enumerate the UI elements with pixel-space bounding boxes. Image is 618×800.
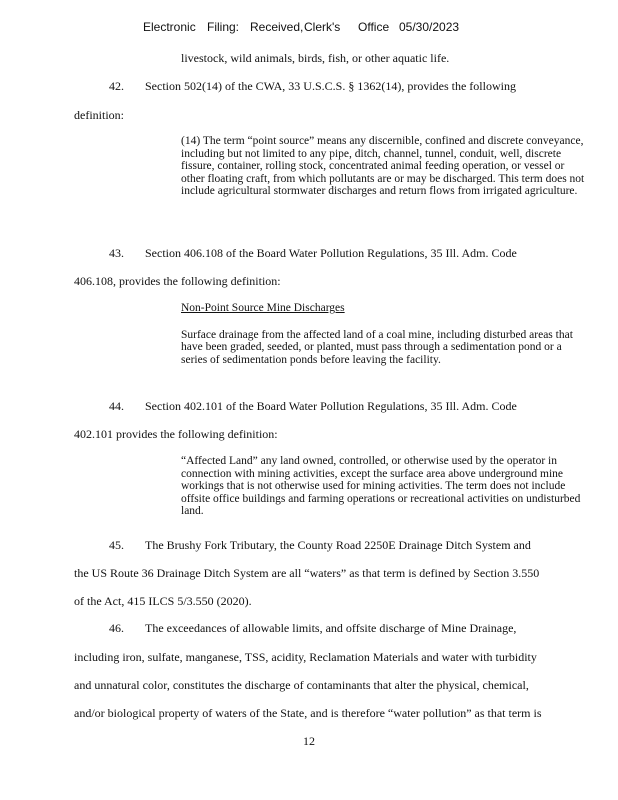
stamp-received: Received, [250, 20, 304, 34]
paragraph-45-line-3: of the Act, 415 ILCS 5/3.550 (2020). [74, 594, 252, 608]
block-quote-affected-land [181, 455, 586, 518]
paragraph-43-line-1: Section 406.108 of the Board Water Pollution Regulations, 35 Ill. Adm. Code [145, 246, 517, 260]
stamp-electronic: Electronic [143, 20, 196, 34]
paragraph-number-45: 45. [109, 538, 124, 552]
paragraph-42-line-1: Section 502(14) of the CWA, 33 U.S.C.S. § 1362(14), provides the following [145, 79, 516, 93]
paragraph-46-line-2: including iron, sulfate, manganese, TSS, acidity, Reclamation Materials and water with turbidity [74, 650, 537, 664]
paragraph-number-44: 44. [109, 399, 124, 413]
paragraph-44-line-1: Section 402.101 of the Board Water Pollution Regulations, 35 Ill. Adm. Code [145, 399, 517, 413]
paragraph-number-46: 46. [109, 621, 124, 635]
paragraph-number-42: 42. [109, 79, 124, 93]
quote-non-point-source-text: Surface drainage from the affected land of a coal mine, including disturbed areas that have been graded, seeded, or planted, must pass through a sedimentation pond or a series of sedimentation ponds before leaving the facility. [181, 328, 573, 366]
page-number: 12 [303, 734, 315, 748]
paragraph-45-line-2: the US Route 36 Drainage Ditch System are all “waters” as that term is defined by Section 3.550 [74, 566, 540, 580]
stamp-clerks: Clerk's [304, 20, 341, 34]
quote-affected-land-text: “Affected Land” any land owned, controlled, or otherwise used by the operator in connection with mining activities, except the surface area above underground mine workings that is not otherwise used for mining activities. The term does not include offsite office buildings and farming operations or recreational activities on undisturbed land. [181, 455, 581, 518]
stamp-office: Office [358, 20, 390, 34]
paragraph-44-line-2: 402.101 provides the following definition: [74, 427, 278, 441]
block-quote-point-source [181, 135, 586, 198]
quote-non-point-source-title: Non-Point Source Mine Discharges [181, 302, 345, 314]
paragraph-43-line-2: 406.108, provides the following definition: [74, 274, 281, 288]
paragraph-42-line-2: definition: [74, 108, 124, 122]
continuation-line: livestock, wild animals, birds, fish, or other aquatic life. [181, 51, 450, 65]
paragraph-46-line-3: and unnatural color, constitutes the discharge of contaminants that alter the physical, chemical, [74, 678, 529, 692]
stamp-filing: Filing: [207, 20, 240, 34]
block-quote-non-point-source [181, 302, 586, 366]
stamp-date: 05/30/2023 [399, 20, 460, 34]
paragraph-46-line-4: and/or biological property of waters of the State, and is therefore “water pollution” as that term is [74, 706, 542, 720]
quote-point-source-text: (14) The term “point source” means any discernible, confined and discrete conveyance, including but not limited to any pipe, ditch, channel, tunnel, conduit, well, discrete fissure, container, rolling stock, concentrated animal feeding operation, or vessel or other floating craft, from which pollutants are or may be discharged. This term does not include agricultural stormwater discharges and return flows from irrigated agriculture. [181, 135, 585, 198]
paragraph-45-line-1: The Brushy Fork Tributary, the County Road 2250E Drainage Ditch System and [145, 538, 531, 552]
paragraph-number-43: 43. [109, 246, 124, 260]
paragraph-46-line-1: The exceedances of allowable limits, and offsite discharge of Mine Drainage, [145, 621, 517, 635]
